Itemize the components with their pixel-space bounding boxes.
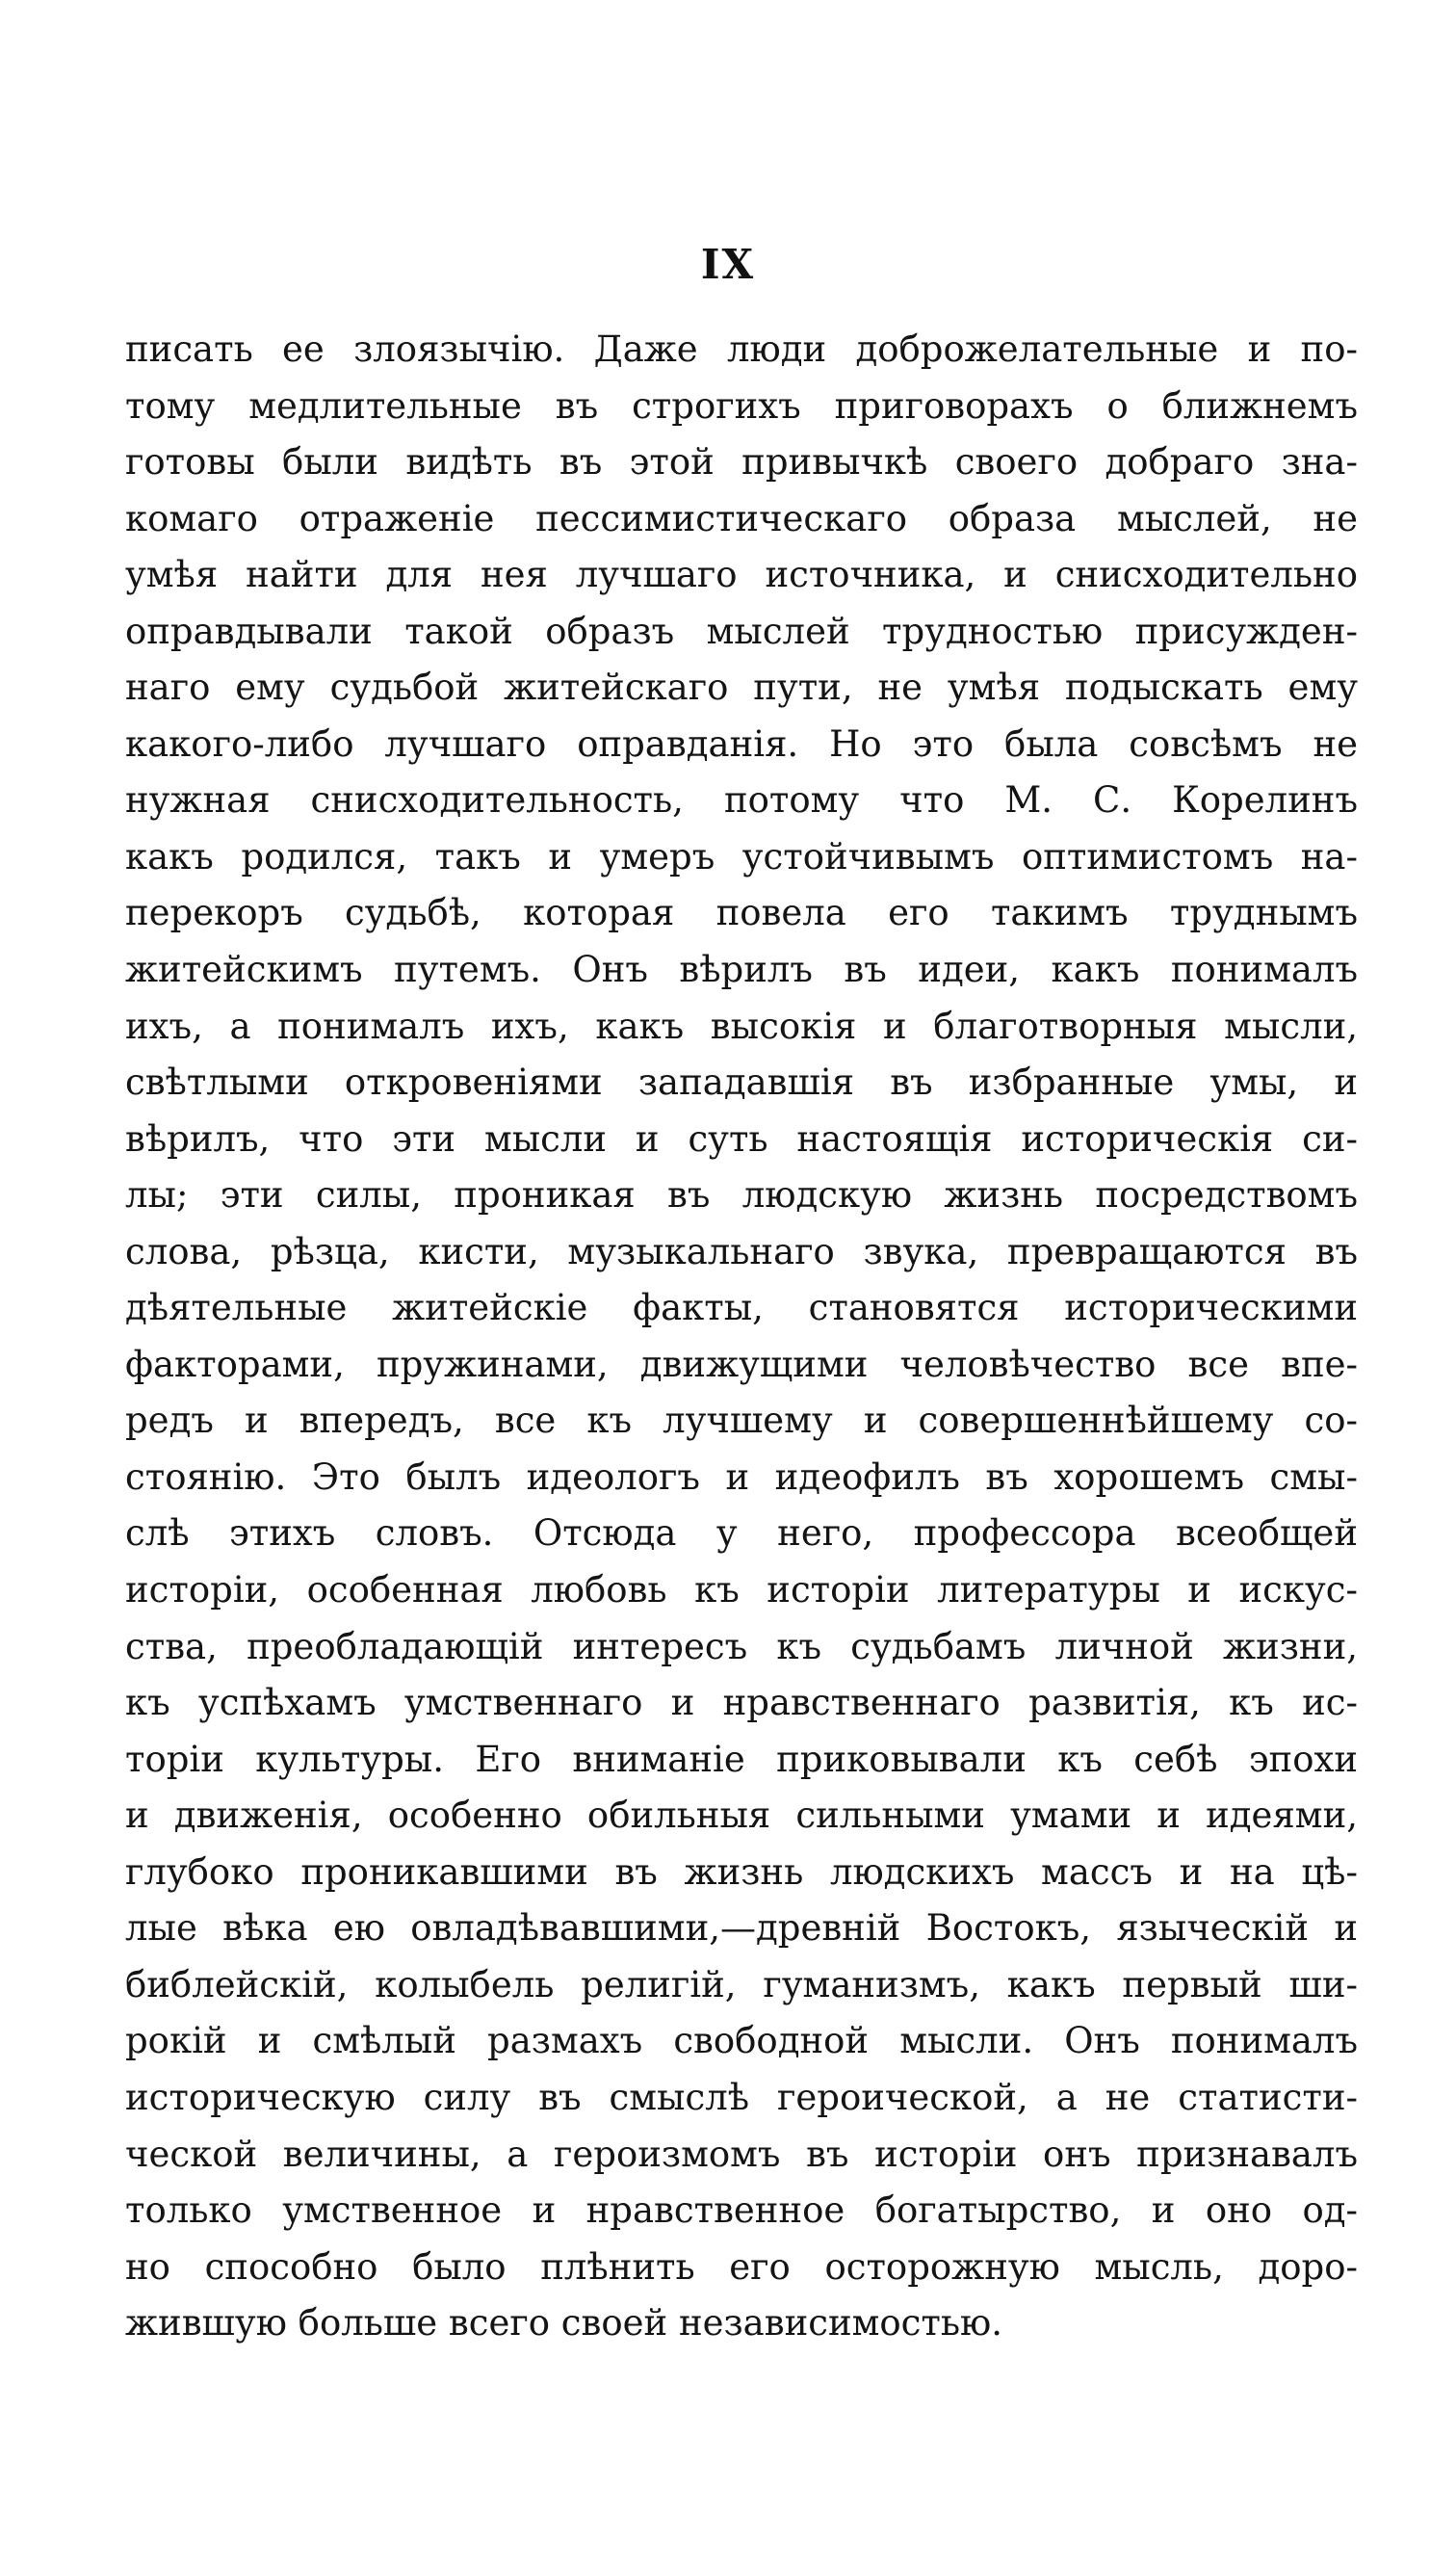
body-text	[125, 322, 1358, 2352]
text-line: жившую больше всего своей независимостью.	[125, 2302, 1002, 2345]
text-line: глубоко проникавшими въ жизнь людскихъ массъ и на цѣ-	[125, 1850, 1358, 1893]
text-line: библейскiй, колыбель религiй, гуманизмъ, какъ первый ши-	[125, 1963, 1358, 2005]
text-line: перекоръ судьбѣ, которая повела его такимъ труднымъ	[125, 892, 1358, 934]
text-line: свѣтлыми откровенiями западавшiя въ избранные умы, и	[125, 1061, 1358, 1104]
text-line: какъ родился, такъ и умеръ устойчивымъ оптимистомъ на-	[125, 835, 1358, 878]
text-line: тому медлительные въ строгихъ приговорахъ о ближнемъ	[125, 384, 1358, 427]
text-line: какого-либо лучшаго оправданiя. Но это была совсѣмъ не	[125, 722, 1358, 765]
text-line: слова, рѣзца, кисти, музыкальнаго звука, превращаются въ	[125, 1230, 1358, 1272]
text-line: ства, преобладающiй интересъ къ судьбамъ личной жизни,	[125, 1625, 1358, 1667]
text-line: историческую силу въ смыслѣ героической, а не статисти-	[125, 2076, 1358, 2118]
text-line: вѣрилъ, что эти мысли и суть настоящiя историческiя си-	[125, 1117, 1358, 1160]
text-line: слѣ этихъ словъ. Отсюда у него, профессора всеобщей	[125, 1512, 1358, 1555]
text-line: ихъ, а понималъ ихъ, какъ высокiя и благотворныя мысли,	[125, 1005, 1358, 1047]
text-line: лы; эти силы, проникая въ людскую жизнь посредствомъ	[125, 1174, 1358, 1217]
text-line: лые вѣка ею овладѣвавшими,—древнiй Востокъ, языческiй и	[125, 1907, 1358, 1950]
text-line: но способно было плѣнить его осторожную мысль, доро-	[125, 2245, 1358, 2288]
text-line: ческой величины, а героизмомъ въ исторiи онъ признавалъ	[125, 2133, 1358, 2175]
text-line: рокiй и смѣлый размахъ свободной мысли. Онъ понималъ	[125, 2020, 1358, 2062]
text-line: комаго отраженiе пессимистическаго образа мыслей, не	[125, 497, 1358, 539]
text-line: оправдывали такой образъ мыслей трудностью присужден-	[125, 610, 1358, 652]
text-line: готовы были видѣть въ этой привычкѣ своего добраго зна-	[125, 441, 1358, 484]
text-line: умѣя найти для нея лучшаго источника, и снисходительно	[125, 554, 1358, 596]
text-line: нужная снисходительность, потому что М. С. Корелинъ	[125, 779, 1358, 822]
text-line: стоянiю. Это былъ идеологъ и идеофилъ въ хорошемъ смы-	[125, 1455, 1358, 1498]
text-line: къ успѣхамъ умственнаго и нравственнаго развитiя, къ ис-	[125, 1682, 1358, 1724]
text-line: редъ и впередъ, все къ лучшему и совершеннѣйшему со-	[125, 1400, 1358, 1442]
text-line: наго ему судьбой житейскаго пути, не умѣя подыскать ему	[125, 667, 1358, 709]
text-line: исторiи, особенная любовь къ исторiи литературы и искус-	[125, 1569, 1358, 1612]
text-line: писать ее злоязычiю. Даже люди доброжелательные и по-	[125, 328, 1358, 370]
text-line: факторами, пружинами, движущими человѣчество все впе-	[125, 1343, 1358, 1385]
text-line: житейскимъ путемъ. Онъ вѣрилъ въ идеи, какъ понималъ	[125, 949, 1358, 991]
page-number: IX	[700, 241, 756, 288]
text-line: только умственное и нравственное богатырство, и оно од-	[125, 2189, 1358, 2232]
text-line: и движенiя, особенно обильныя сильными умами и идеями,	[125, 1795, 1358, 1837]
text-line: дѣятельные житейскiе факты, становятся историческими	[125, 1287, 1358, 1329]
text-line: торiи культуры. Его вниманiе приковывали къ себѣ эпохи	[125, 1738, 1358, 1780]
